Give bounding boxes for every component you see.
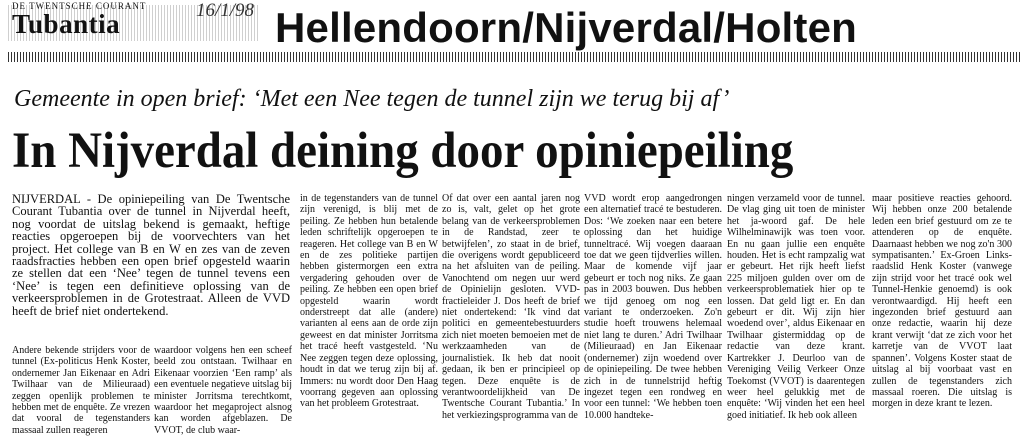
article-column-6: maar positieve reacties gehoord. Wij hebben onze 200 betalende leden een brief gestuurd om ze te attenderen op de enquête. Daarnaast hebben we nog zo'n 300 sympatisanten.’ Ex-Groen Links-raadslid Henk Koster (vanwege zijn strijd voor het tracé ook wel Tunnel-Henkie genoemd) is ook verontwaardigd. Hij heeft een ingezonden brief gestuurd aan onze redactie, waarin hij deze krant verwijt ‘dat ze zich voor het karretje van de VVOT laat spannen’. Volgens Koster staat de uitslag al bij voorbaat vast en zullen de tegenstanders zich massaal roeren. Die uitslag is morgen in deze krant te lezen. xyxy=(872,193,1012,410)
article-headline: In Nijverdal deining door opiniepeiling xyxy=(12,123,794,179)
handwritten-date: 16/1/98 xyxy=(196,0,255,21)
article-column-1b: waardoor volgens hen een scheef beeld zou ontstaan. Twilhaar en Eikenaar voorzien ‘Een ramp’ als een eventuele negatieve uitslag bij minister Jorritsma terechtkomt, waardoor het megaproject alsnog kan worden afgeblazen. De VVOT, de club waar- xyxy=(154,345,292,436)
lead-paragraph: NIJVERDAL - De opiniepeiling van De Twentsche Courant Tubantia over de tunnel in Nijverdal heeft, nog voordat de uitslag bekend is gemaakt, heftige reacties opgeroepen bij de voorvechters van het project. Het college van B en W en zes van de zeven raadsfracties hebben een open brief opgesteld waarin ze stellen dat een ‘Nee’ tegen de tunnel tevens een ‘Nee’ is tegen een definitieve oplossing van de verkeersproblemen in de Grotestraat. Alleen de VVD heeft de brief niet ondertekend. xyxy=(12,192,290,318)
newspaper-logo: Tubantia xyxy=(12,9,121,39)
article-column-5: ningen verzameld voor de tunnel. De vlag ging uit toen de minister het ja-woord gaf. De hele Wilhelminawijk was toen voor. En nu gaan jullie een enquête houden. Het is echt rampzalig wat er gebeurt. Het rijk heeft liefst 225 miljoen gulden over om de verkeersproblematiek hier op te lossen. Dat geld ligt er. En dan gebeurt er dit. Wij zijn hier woedend over’, aldus Eikenaar en Twilhaar gistermiddag op de redactie van deze krant. Kartrekker J. Deurloo van de Vereniging Veilig Verkeer Onze Toekomst (VVOT) is daarentegen weer heel gelukkig met de enquête: ‘Wij vinden het een heel goed initiatief. Ik heb ook alleen xyxy=(727,193,865,421)
article-column-2: in de tegenstanders van de tunnel zijn verenigd, is blij met de peiling. Ze hebben hun betalende leden schriftelijk opgeroepen te reageren. Het college van B en W en de zes politieke partijen hebben gistermorgen een extra vergadering gehouden over de peiling. Ze hebben een open brief opgesteld waarin wordt onderstreept dat alle (andere) varianten al eens aan de orde zijn geweest en dat minister Jorritsma het tracé heeft vastgesteld. ‘Nu Nee zeggen tegen deze oplossing, houdt in dat we terug zijn bij af. Immers: nu wordt door Den Haag voorrang gegeven aan oplossing van het probleem Grotestraat. xyxy=(300,193,438,410)
article-kicker: Gemeente in open brief: ‘Met een Nee tegen de tunnel zijn we terug bij af’ xyxy=(14,86,730,112)
newspaper-name-small: DE TWENTSCHE COURANT xyxy=(12,1,147,11)
header-rule xyxy=(8,52,1020,62)
article-column-1a: Andere bekende strijders voor de tunnel (Ex-politicus Henk Koster, ondernemer Jan Eikenaar en Adri Twilhaar van de Milieuraad) zeggen openlijk problemen te hebben met de enquête. Ze vrezen dat vooral de tegenstanders massaal zullen reageren xyxy=(12,345,150,436)
article-column-3: Of dat over een aantal jaren nog zo is, valt, gelet op het grote belang van de verkeersproblemen in de Randstad, zeer te betwijfelen’, zo staat in de brief, die overigens wordt gepubliceerd na het afsluiten van de peiling. Vanochtend om negen uur werd de Opinielijn gesloten. VVD-fractieleider J. Dos heeft de brief niet ondertekend: ‘Ik vind dat politici en gemeentebestuurders zich niet moeten bemoeien met de werkzaamheden van de journalistiek. Ik heb dat nooit gedaan, ik ben er principieel op tegen. Deze enquête is de verantwoordelijkheid van De Twentsche Courant Tubantia.’ In het verkiezingsprogramma van de xyxy=(442,193,580,421)
article-column-4: VVD wordt erop aangedrongen een alternatief tracé te bestuderen. Dos: ‘We zoeken naar een betere oplossing dan het huidige tunneltracé. Wij voegen daaraan toe dat we geen tijdverlies willen. Maar de komende vijf jaar gebeurt er toch nog niks. Ze gaan pas in 2003 bouwen. Dus hebben we tijd genoeg om nog een variant te onderzoeken. Zo'n studie hoeft trouwens helemaal niet lang te duren.’ Adri Twilhaar (Milieuraad) en Jan Eikenaar (ondernemer) zijn woedend over de opiniepeiling. De twee hebben zich in de tunnelstrijd heftig ingezet tegen een rondweg en voor een tunnel: ‘We hebben toen 10.000 handteke- xyxy=(584,193,722,421)
article-lead xyxy=(12,193,290,343)
section-title: Hellendoorn/Nijverdal/Holten xyxy=(275,4,858,51)
